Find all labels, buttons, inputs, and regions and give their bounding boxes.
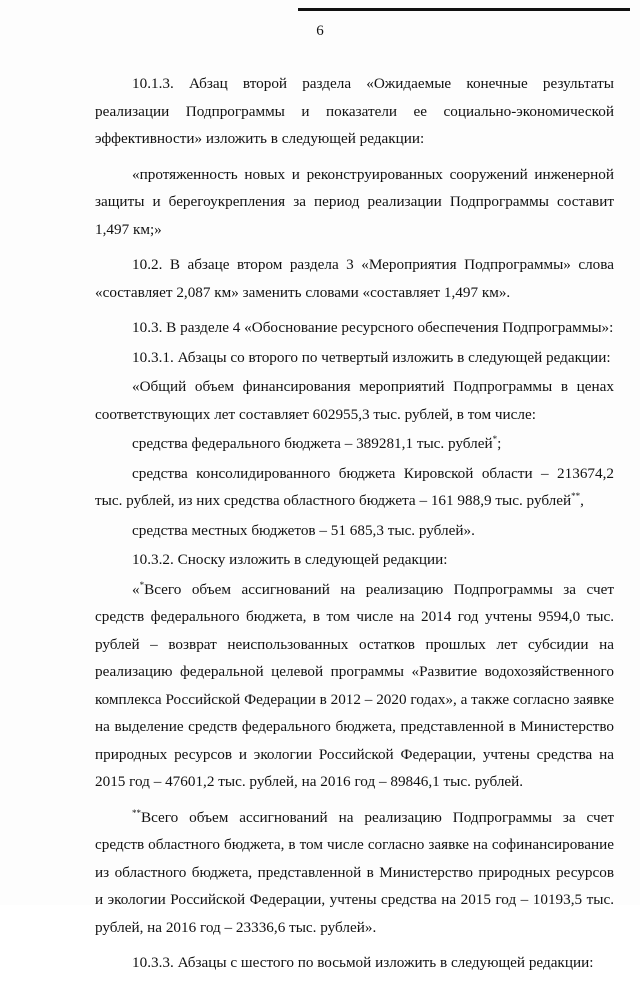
footnote-marker: * [492, 434, 498, 444]
paragraph-text: 10.3.1. Абзацы со второго по четвертый изложить в следующей редакции: [132, 348, 611, 366]
paragraph-10-3-1 [95, 344, 614, 372]
paragraph-text: «протяженность новых и реконструированных сооружений инженерной защиты и берегоукрепления за период реализации Подпрограммы составит 1,497 км;» [95, 165, 614, 238]
paragraph-10-3 [95, 314, 614, 342]
paragraph-quote-length [95, 161, 614, 244]
footnote-marker: ** [132, 807, 141, 818]
footnote-marker: * [139, 579, 145, 590]
paragraph-tail: , [580, 492, 584, 509]
paragraph-consolidated-budget [95, 460, 614, 515]
document-body [95, 70, 614, 985]
paragraph-text: 10.3.3. Абзацы с шестого по восьмой изложить в следующей редакции: [132, 954, 594, 971]
paragraph-text: 10.3. В разделе 4 «Обоснование ресурсного обеспечения Подпрограммы»: [132, 319, 614, 336]
paragraph-text: Всего объем ассигнований на реализацию Подпрограммы за счет средств федерального бюджета, в том числе на 2014 год учтены 9594,0 тыс. рублей – возврат неиспользованных остатков прошлых лет субсидии на реализацию федеральной целевой программы «Развитие водохозяйственного комплекса Российской Федерации в 2012 – 2020 годах», а также согласно заявке на выделение средств федерального бюджета, представленной в Министерство природных ресурсов и экологии Российской Федерации, учтены средства на 2015 год – 47601,2 тыс. рублей, на 2016 год – 89846,1 тыс. рублей. [95, 580, 614, 790]
paragraph-text: 10.1.3. Абзац второй раздела «Ожидаемые конечные результаты реализации Подпрограммы и показатели ее социально-экономической эффективности» изложить в следующей редакции: [95, 75, 614, 147]
paragraph-text: средства консолидированного бюджета Кировской области – 213674,2 тыс. рублей, из них средства областного бюджета – 161 988,9 тыс. рублей [95, 464, 614, 509]
paragraph-text: Всего объем ассигнований на реализацию Подпрограммы за счет средств областного бюджета, в том числе согласно заявке на софинансирование из областного бюджета, представленной в Министерство природных ресурсов и экологии Российской Федерации, учтены средства на 2015 год – 10193,5 тыс. рублей, на 2016 год – 23336,6 тыс. рублей». [95, 808, 614, 936]
paragraph-10-3-2 [95, 546, 614, 574]
paragraph-tail: ; [497, 435, 502, 452]
paragraph-text: «Общий объем финансирования мероприятий Подпрограммы в ценах соответствующих лет составляет 602955,3 тыс. рублей, в том числе: [95, 378, 614, 423]
top-border-line [298, 8, 630, 11]
paragraph-lead: « [132, 580, 140, 598]
paragraph-text: средства местных бюджетов – 51 685,3 тыс. рублей». [132, 521, 475, 539]
paragraph-federal-budget [95, 430, 614, 458]
paragraph-total-financing [95, 373, 614, 428]
paragraph-local-budgets [95, 517, 614, 545]
paragraph-text: 10.2. В абзаце втором раздела 3 «Мероприятия Подпрограммы» слова «составляет 2,087 км» заменить словами «составляет 1,497 км». [95, 256, 614, 301]
footnote-marker: ** [571, 491, 581, 501]
paragraph-10-1-3 [95, 70, 614, 153]
paragraph-text: средства федерального бюджета – 389281,1 тыс. рублей [132, 435, 493, 452]
paragraph-footnote-federal [95, 576, 614, 796]
paragraph-10-2 [95, 251, 614, 306]
paragraph-text: 10.3.2. Сноску изложить в следующей редакции: [132, 551, 448, 568]
page-number: 6 [316, 23, 324, 39]
paragraph-10-3-3 [95, 949, 614, 977]
paragraph-footnote-regional [95, 804, 614, 942]
